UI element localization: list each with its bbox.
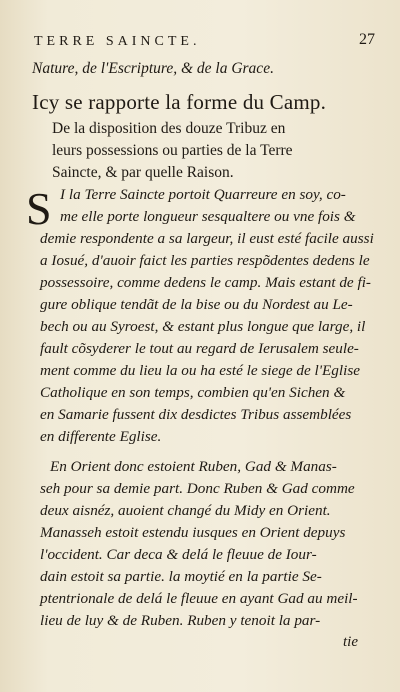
paragraph-line: En Orient donc estoient Ruben, Gad & Manas- <box>50 458 337 475</box>
paragraph-line: seh pour sa demie part. Donc Ruben & Gad comme <box>40 480 355 497</box>
subheading-line: leurs possessions ou parties de la Terre <box>52 142 293 159</box>
top-line: Nature, de l'Escripture, & de la Grace. <box>32 60 274 77</box>
subheading-line: Saincte, & par quelle Raison. <box>52 164 234 181</box>
subheading-line: De la disposition des douze Tribuz en <box>52 120 286 137</box>
paragraph-line: deux aisnéz, auoient changé du Midy en Orient. <box>40 502 331 519</box>
paragraph-line: a Iosué, d'auoir faict les parties respõdentes dedens le <box>40 252 370 269</box>
paragraph-line: en Samarie fussent dix desdictes Tribus assemblées <box>40 406 352 423</box>
catchword: tie <box>343 634 358 650</box>
paragraph-line: gure oblique tendãt de la bise ou du Nordest au Le- <box>40 296 353 313</box>
paragraph-line: I la Terre Saincte portoit Quarreure en soy, co- <box>60 186 346 203</box>
paragraph-line: bech ou au Syroest, & estant plus longue que large, il <box>40 318 366 335</box>
running-header <box>30 31 375 54</box>
paragraph-line: Catholique en son temps, combien qu'en Sichen & <box>40 384 346 401</box>
paragraph-line: fault cõsyderer le tout au regard de Ierusalem seule- <box>40 340 359 357</box>
paragraph-line: l'occident. Car deca & delá le fleuue de Iour- <box>40 546 317 563</box>
paragraph-line: dain estoit sa partie. la moytié en la partie Se- <box>40 568 322 585</box>
page-number: 27 <box>359 31 375 48</box>
paragraph-line: Manasseh estoit estendu iusques en Orient depuys <box>40 524 346 541</box>
header-title: TERRE SAINCTE. <box>34 34 201 49</box>
paragraph-line: lieu de luy & de Ruben. Ruben y tenoit la par- <box>40 612 321 629</box>
section-heading: Icy se rapporte la forme du Camp. <box>32 90 327 114</box>
paragraph-line: demie respondente a sa largeur, il eust esté facile aussi <box>40 230 374 247</box>
paragraph-line: ptentrionale de delá le fleuue en ayant Gad au meil- <box>40 590 358 607</box>
paragraph-line: en differente Eglise. <box>40 428 162 445</box>
paragraph-line: ment comme du lieu la ou ha esté le siege de l'Eglise <box>40 362 360 379</box>
paragraph-line: possessoire, comme dedens le camp. Mais estant de fi- <box>40 274 371 291</box>
drop-cap: S <box>26 183 52 234</box>
paragraph-line: me elle porte longueur sesqualtere ou vne fois & <box>60 208 356 225</box>
